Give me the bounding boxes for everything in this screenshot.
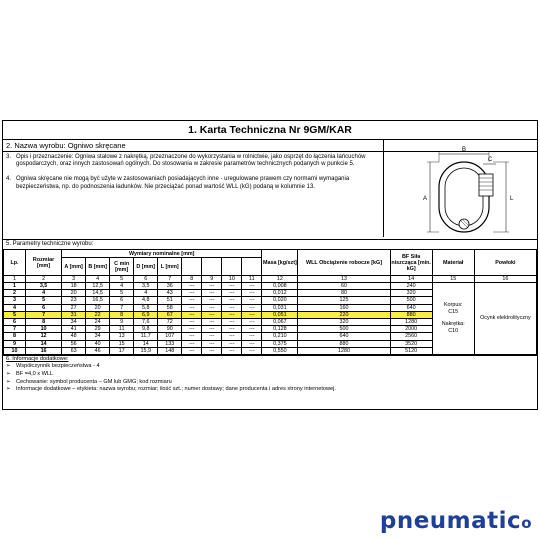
table-cell: 0,375 <box>262 340 298 347</box>
table-cell: 0,051 <box>262 311 298 318</box>
table-cell: 18 <box>62 283 86 290</box>
table-cell: --- <box>222 318 242 325</box>
quick-link-drawing <box>384 140 534 237</box>
table-cell: 6 <box>4 318 26 325</box>
table-cell: --- <box>242 333 262 340</box>
table-cell: 3,5 <box>134 283 158 290</box>
header-empty <box>202 258 222 276</box>
arrow-bullet-icon: ➢ <box>6 371 11 378</box>
paragraph-4: 4. Ogniwa skręcane nie mogą być użyte w zastosowaniach posiadających inne - uregulowane prawem czy normami wymagania bezpieczeństwa, np. do podnoszenia ładunków. Nie przeciążać ponad wartość WLL (kG) podaną w kolumnie 13. <box>6 176 350 190</box>
table-cell: 60 <box>298 283 390 290</box>
table-cell: 41 <box>62 326 86 333</box>
table-cell: --- <box>202 347 222 354</box>
table-cell: 34 <box>62 318 86 325</box>
table-cell: --- <box>242 311 262 318</box>
arrow-bullet-icon: ➢ <box>6 363 11 370</box>
table-cell: 58 <box>158 304 182 311</box>
table-cell: 9,8 <box>134 326 158 333</box>
info-item: ➢ Współczynnik bezpieczeństwa - 4 <box>6 363 100 370</box>
table-cell: 0,128 <box>262 326 298 333</box>
dim-label-C: C <box>488 157 493 163</box>
header-mass: Masa [kg/szt] <box>262 250 298 276</box>
table-cell: 8 <box>26 318 62 325</box>
header-bf: BF Siła niszcząca [min. kG] <box>390 250 432 276</box>
table-cell: 11,7 <box>134 333 158 340</box>
table-cell: 3520 <box>390 340 432 347</box>
table-cell: 3,5 <box>26 283 62 290</box>
table-cell: 16,5 <box>86 297 110 304</box>
header-material: Materiał <box>432 250 474 276</box>
table-cell: 500 <box>298 326 390 333</box>
parameters-heading: 5. Parametry techniczne wyrobu: <box>6 241 94 247</box>
table-cell: 34 <box>86 333 110 340</box>
header-Cmin: C min [mm] <box>110 258 134 276</box>
table-cell: 6,9 <box>134 311 158 318</box>
table-cell: --- <box>222 297 242 304</box>
table-cell: 48 <box>62 333 86 340</box>
product-name: 2. Nazwa wyrobu: Ogniwo skręcane <box>3 140 537 152</box>
table-cell: 14 <box>134 340 158 347</box>
table-cell: --- <box>242 326 262 333</box>
table-cell: --- <box>202 340 222 347</box>
table-cell: 36 <box>158 283 182 290</box>
table-cell: --- <box>202 283 222 290</box>
table-cell: 15 <box>110 340 134 347</box>
table-cell: 43 <box>158 290 182 297</box>
table-cell: 56 <box>62 340 86 347</box>
table-cell: 31 <box>62 311 86 318</box>
table-cell: 24 <box>86 318 110 325</box>
dim-label-B: B <box>462 147 467 153</box>
table-cell: 1280 <box>390 318 432 325</box>
table-cell: --- <box>182 340 202 347</box>
table-cell: 5120 <box>390 347 432 354</box>
table-cell: 17 <box>110 347 134 354</box>
header-lp: Lp. <box>4 250 26 276</box>
table-cell: --- <box>202 326 222 333</box>
table-cell: 0,020 <box>262 297 298 304</box>
table-cell: 4,8 <box>134 297 158 304</box>
table-cell: 16 <box>26 347 62 354</box>
header-empty <box>182 258 202 276</box>
table-cell: 4 <box>110 283 134 290</box>
table-cell: --- <box>202 333 222 340</box>
header-empty <box>222 258 242 276</box>
dim-label-L: L <box>510 196 514 202</box>
info-item: ➢ BF =4,0 x WLL <box>6 371 54 378</box>
table-cell: 5 <box>4 311 26 318</box>
table-cell: 27 <box>62 304 86 311</box>
table-cell: 51 <box>158 297 182 304</box>
header-coating: Powłoki <box>474 250 536 276</box>
table-cell: 0,067 <box>262 318 298 325</box>
table-cell: --- <box>202 297 222 304</box>
table-cell: 4 <box>26 290 62 297</box>
description-section <box>3 147 537 240</box>
table-body <box>4 283 537 355</box>
table-cell: --- <box>242 297 262 304</box>
table-cell: 80 <box>298 290 390 297</box>
table-cell: 6 <box>110 297 134 304</box>
table-cell: 4 <box>134 290 158 297</box>
table-cell: --- <box>222 333 242 340</box>
table-cell: --- <box>222 283 242 290</box>
table-cell: 640 <box>298 333 390 340</box>
table-cell: 23 <box>62 297 86 304</box>
table-cell: 0,550 <box>262 347 298 354</box>
additional-info <box>3 355 537 394</box>
table-cell: --- <box>242 347 262 354</box>
table-cell: 0,031 <box>262 304 298 311</box>
paragraph-3: 3. Opis i przeznaczenie: Ogniwa stalowe z nakrętką, przeznaczone do wykorzystania w rolnictwie, jako osprzęt do łączenia łańcuchów gospodarczych, oraz innych zastosowań ogólnych. Do stosowania w zakresie parametrów technicznych podanych w punkcie 5. <box>6 154 366 168</box>
table-cell: --- <box>182 297 202 304</box>
header-nominal: Wymiary nominalne [mm] <box>62 250 262 258</box>
table-cell: --- <box>222 304 242 311</box>
table-cell: 14,5 <box>86 290 110 297</box>
table-cell: 14 <box>26 340 62 347</box>
table-cell: 46 <box>86 347 110 354</box>
material-cell: Korpus: C15 Nakrętka: C10 <box>432 283 474 355</box>
table-cell: 7 <box>110 304 134 311</box>
info-list <box>6 363 537 393</box>
table-cell: --- <box>222 347 242 354</box>
table-cell: 2 <box>4 290 26 297</box>
header-A: A [mm] <box>62 258 86 276</box>
table-cell: 0,210 <box>262 333 298 340</box>
table-cell: 2000 <box>390 326 432 333</box>
table-cell: 29 <box>86 326 110 333</box>
table-cell: --- <box>222 326 242 333</box>
table-cell: 63 <box>62 347 86 354</box>
header-empty <box>242 258 262 276</box>
table-cell: 1280 <box>298 347 390 354</box>
table-cell: 133 <box>158 340 182 347</box>
table-cell: 148 <box>158 347 182 354</box>
table-cell: --- <box>182 311 202 318</box>
table-cell: --- <box>202 318 222 325</box>
header-D: D [mm] <box>134 258 158 276</box>
table-cell: 40 <box>86 340 110 347</box>
table-cell: --- <box>242 318 262 325</box>
link-diagram <box>383 140 534 237</box>
table-cell: 240 <box>390 283 432 290</box>
pneumatic-logo: pneumatico <box>379 508 532 534</box>
table-cell: 20 <box>62 290 86 297</box>
table-cell: 125 <box>298 297 390 304</box>
table-cell: --- <box>182 347 202 354</box>
table-cell: --- <box>222 311 242 318</box>
technical-sheet <box>2 120 538 410</box>
info-item: ➢ Cechowanie: symbol producenta – GM lub GMG; kod rozmiaru <box>6 378 172 385</box>
header-B: B [mm] <box>86 258 110 276</box>
header-wll: WLL Obciążenie robocze [kG] <box>298 250 390 276</box>
table-cell: 3 <box>4 297 26 304</box>
document-title: 1. Karta Techniczna Nr 9GM/KAR <box>3 121 537 140</box>
table-cell: --- <box>202 311 222 318</box>
table-cell: 4 <box>4 304 26 311</box>
table-cell: --- <box>222 340 242 347</box>
table-cell: --- <box>242 304 262 311</box>
table-cell: 20 <box>86 304 110 311</box>
table-cell: 8 <box>4 333 26 340</box>
table-cell: 15,9 <box>134 347 158 354</box>
table-cell: 12,5 <box>86 283 110 290</box>
table-cell: 7 <box>26 311 62 318</box>
info-heading: 6. Informacje dodatkowe: <box>6 355 69 362</box>
table-cell: 880 <box>298 340 390 347</box>
table-cell: 2560 <box>390 333 432 340</box>
table-cell: 1 <box>4 283 26 290</box>
table-cell: 160 <box>298 304 390 311</box>
table-cell: 320 <box>390 290 432 297</box>
table-cell: 107 <box>158 333 182 340</box>
table-cell: 10 <box>26 326 62 333</box>
table-cell: 320 <box>298 318 390 325</box>
table-cell: --- <box>242 290 262 297</box>
table-cell: 500 <box>390 297 432 304</box>
table-cell: --- <box>182 283 202 290</box>
table-cell: 880 <box>390 311 432 318</box>
table-cell: 5 <box>110 290 134 297</box>
header-size: Rozmiar [mm] <box>26 250 62 276</box>
table-cell: 67 <box>158 311 182 318</box>
table-cell: --- <box>182 333 202 340</box>
table-row <box>4 283 537 290</box>
table-cell: 12 <box>26 333 62 340</box>
table-cell: 5,8 <box>134 304 158 311</box>
table-cell: 72 <box>158 318 182 325</box>
table-cell: 11 <box>110 326 134 333</box>
table-cell: --- <box>182 304 202 311</box>
table-cell: 5 <box>26 297 62 304</box>
dim-label-A: A <box>423 196 428 202</box>
coating-cell: Ocynk elektrolityczny <box>474 283 536 355</box>
table-cell: --- <box>242 340 262 347</box>
table-cell: 7,6 <box>134 318 158 325</box>
table-cell: 220 <box>298 311 390 318</box>
table-cell: 90 <box>158 326 182 333</box>
info-item: ➢ Informacje dodatkowe – etykieta: nazwa wyrobu; rozmiar; ilość szt.; numer dostawy; dane producenta i adres strony internetowej. <box>6 386 336 393</box>
table-cell: 9 <box>4 340 26 347</box>
table-cell: --- <box>202 304 222 311</box>
arrow-bullet-icon: ➢ <box>6 378 11 385</box>
table-cell: 8 <box>110 311 134 318</box>
arrow-bullet-icon: ➢ <box>6 386 11 393</box>
header-L: L [mm] <box>158 258 182 276</box>
table-cell: --- <box>182 326 202 333</box>
table-cell: 9 <box>110 318 134 325</box>
table-cell: --- <box>202 290 222 297</box>
table-cell: 6 <box>26 304 62 311</box>
table-cell: 640 <box>390 304 432 311</box>
table-cell: --- <box>242 283 262 290</box>
description-text <box>6 154 381 194</box>
table-cell: --- <box>222 290 242 297</box>
column-number-row: 1 2 3 4 5 6 7 8 9 10 11 12 13 14 15 16 <box>4 276 537 283</box>
table-cell: 0,008 <box>262 283 298 290</box>
table-cell: 10 <box>4 347 26 354</box>
table-cell: --- <box>182 290 202 297</box>
table-cell: --- <box>182 318 202 325</box>
table-cell: 0,012 <box>262 290 298 297</box>
table-cell: 7 <box>4 326 26 333</box>
table-cell: 13 <box>110 333 134 340</box>
parameters-table <box>3 249 537 355</box>
table-cell: 22 <box>86 311 110 318</box>
